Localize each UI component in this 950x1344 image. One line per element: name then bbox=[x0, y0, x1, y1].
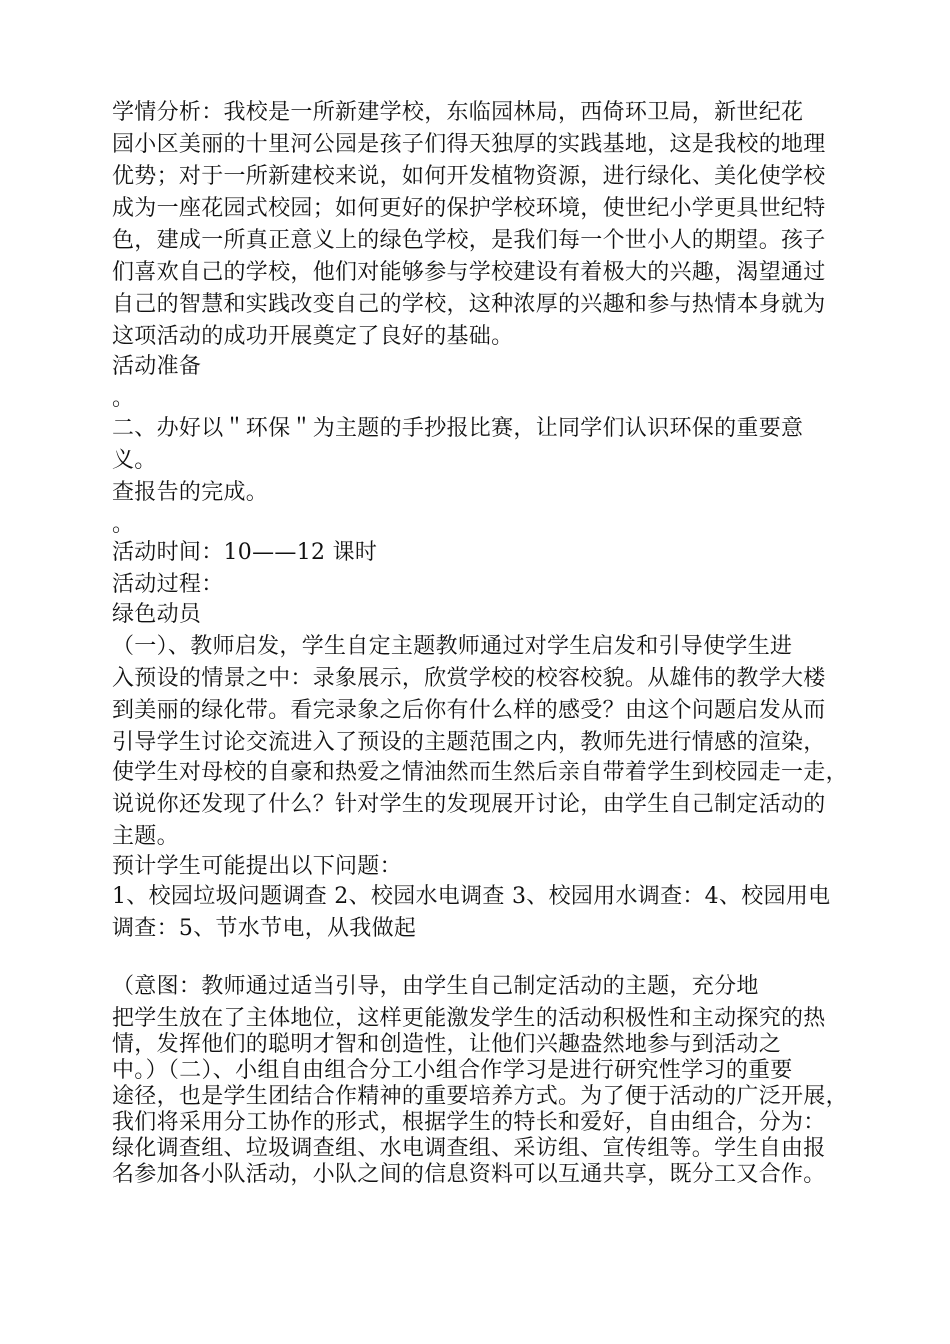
text-line: （一）、教师启发，学生自定主题教师通过对学生启发和引导使学生进 bbox=[112, 634, 793, 659]
text-line: 主题。 bbox=[112, 824, 179, 849]
text-line: 。 bbox=[112, 386, 135, 411]
text-line: 义。 bbox=[112, 448, 157, 473]
section-heading: 活动准备 bbox=[112, 354, 202, 379]
text-line: 使学生对母校的自豪和热爱之情油然而生然后亲自带着学生到校园走一走， bbox=[112, 760, 848, 785]
section-heading: 活动过程： bbox=[112, 572, 224, 597]
text-line: 到美丽的绿化带。看完录象之后你有什么样的感受？由这个问题启发从而 bbox=[112, 698, 826, 723]
text-line: 绿化调查组、垃圾调查组、水电调查组、采访组、宣传组等。学生自由报 bbox=[112, 1136, 826, 1161]
text-line: 园小区美丽的十里河公园是孩子们得天独厚的实践基地，这是我校的地理 bbox=[112, 132, 826, 157]
text-line: 调查：5、节水节电，从我做起 bbox=[112, 916, 417, 941]
text-line: 把学生放在了主体地位，这样更能激发学生的活动积极性和主动探究的热 bbox=[112, 1006, 826, 1031]
text-line: 引导学生讨论交流进入了预设的主题范围之内，教师先进行情感的渲染， bbox=[112, 730, 826, 755]
text-line: 学情分析：我校是一所新建学校，东临园林局，西倚环卫局，新世纪花 bbox=[112, 100, 804, 125]
text-line: （意图：教师通过适当引导，由学生自己制定活动的主题，充分地 bbox=[112, 974, 759, 999]
section-heading: 绿色动员 bbox=[112, 602, 202, 627]
section-heading: 活动时间：10——12 课时 bbox=[112, 540, 378, 565]
text-line: 途径，也是学生团结合作精神的重要培养方式。为了便于活动的广泛开展， bbox=[112, 1084, 848, 1109]
text-line: 查报告的完成。 bbox=[112, 480, 269, 505]
text-line: 名参加各小队活动，小队之间的信息资料可以互通共享，既分工又合作。 bbox=[112, 1162, 826, 1187]
text-line: 中。）（二）、小组自由组合分工小组合作学习是进行研究性学习的重要 bbox=[112, 1058, 793, 1083]
text-line: 情，发挥他们的聪明才智和创造性，让他们兴趣盎然地参与到活动之 bbox=[112, 1032, 782, 1057]
text-line: 预计学生可能提出以下问题： bbox=[112, 854, 402, 879]
text-line: 说说你还发现了什么？针对学生的发现展开讨论，由学生自己制定活动的 bbox=[112, 792, 826, 817]
text-line: 们喜欢自己的学校，他们对能够参与学校建设有着极大的兴趣，渴望通过 bbox=[112, 260, 826, 285]
text-line: 自己的智慧和实践改变自己的学校，这种浓厚的兴趣和参与热情本身就为 bbox=[112, 292, 826, 317]
text-line: 1、校园垃圾问题调查 2、校园水电调查 3、校园用水调查：4、校园用电 bbox=[112, 884, 831, 909]
text-line: 优势；对于一所新建校来说，如何开发植物资源，进行绿化、美化使学校 bbox=[112, 164, 826, 189]
text-line: 二、办好以＂环保＂为主题的手抄报比赛，让同学们认识环保的重要意 bbox=[112, 416, 804, 441]
text-line: 入预设的情景之中：录象展示，欣赏学校的校容校貌。从雄伟的教学大楼 bbox=[112, 666, 826, 691]
text-line: 成为一座花园式校园；如何更好的保护学校环境，使世纪小学更具世纪特 bbox=[112, 196, 826, 221]
text-line: 我们将采用分工协作的形式，根据学生的特长和爱好，自由组合，分为： bbox=[112, 1110, 826, 1135]
text-line: 色，建成一所真正意义上的绿色学校，是我们每一个世小人的期望。孩子 bbox=[112, 228, 826, 253]
text-line: 。 bbox=[112, 512, 135, 537]
text-line: 这项活动的成功开展奠定了良好的基础。 bbox=[112, 324, 514, 349]
